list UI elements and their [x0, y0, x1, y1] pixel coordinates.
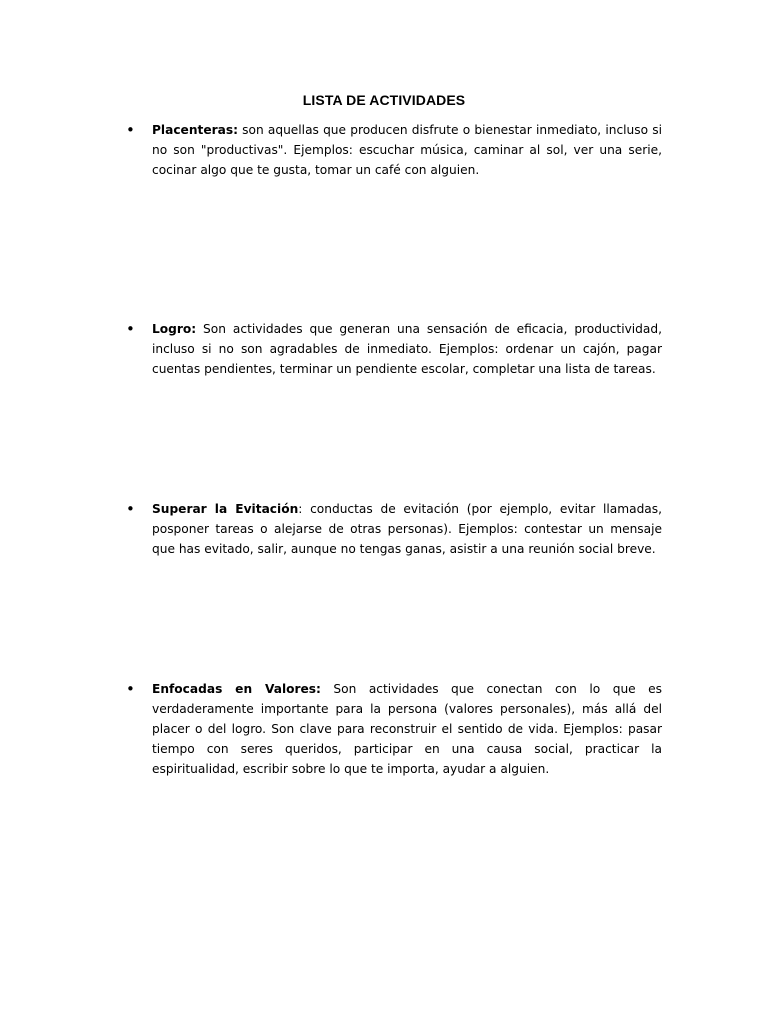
list-item-body: Son actividades que conectan con lo que es verdaderamente importante para la persona (valores personales), más allá del placer o del logro. Son clave para reconstruir el sentido de vida. Ejemplos: pasar tiempo con seres queridos, participar en una causa social, practicar la espiritualidad, escribir sobre lo que te importa, ayudar a alguien. [152, 682, 663, 776]
document-title: LISTA DE ACTIVIDADES [302, 92, 466, 108]
list-item-label: Placenteras: [152, 123, 238, 137]
list-item-text [152, 679, 662, 779]
list-item-text [152, 499, 662, 559]
list-item-label: Logro: [152, 322, 197, 336]
list-item-body: Son actividades que generan una sensación de eficacia, productividad, incluso si no son agradables de inmediato. Ejemplos: ordenar un cajón, pagar cuentas pendientes, terminar un pendiente escolar, completar una lista de tareas. [152, 322, 662, 376]
bullet-icon: • [126, 320, 135, 338]
bullet-icon: • [126, 680, 135, 698]
list-item-body: son aquellas que producen disfrute o bienestar inmediato, incluso si no son "productivas". Ejemplos: escuchar música, caminar al sol, ver una serie, cocinar algo que te gusta, tomar un café con alguien. [152, 123, 662, 177]
list-item-label: Enfocadas en Valores: [152, 682, 321, 696]
list-item-text [152, 120, 662, 180]
list-item-text [152, 319, 662, 379]
list-item-body: : conductas de evitación (por ejemplo, evitar llamadas, posponer tareas o alejarse de otras personas). Ejemplos: contestar un mensaje que has evitado, salir, aunque no tengas ganas, asistir a una reunión social breve. [152, 502, 662, 556]
bullet-icon: • [126, 121, 135, 139]
list-item-label: Superar la Evitación [152, 502, 299, 516]
bullet-icon: • [126, 500, 135, 518]
